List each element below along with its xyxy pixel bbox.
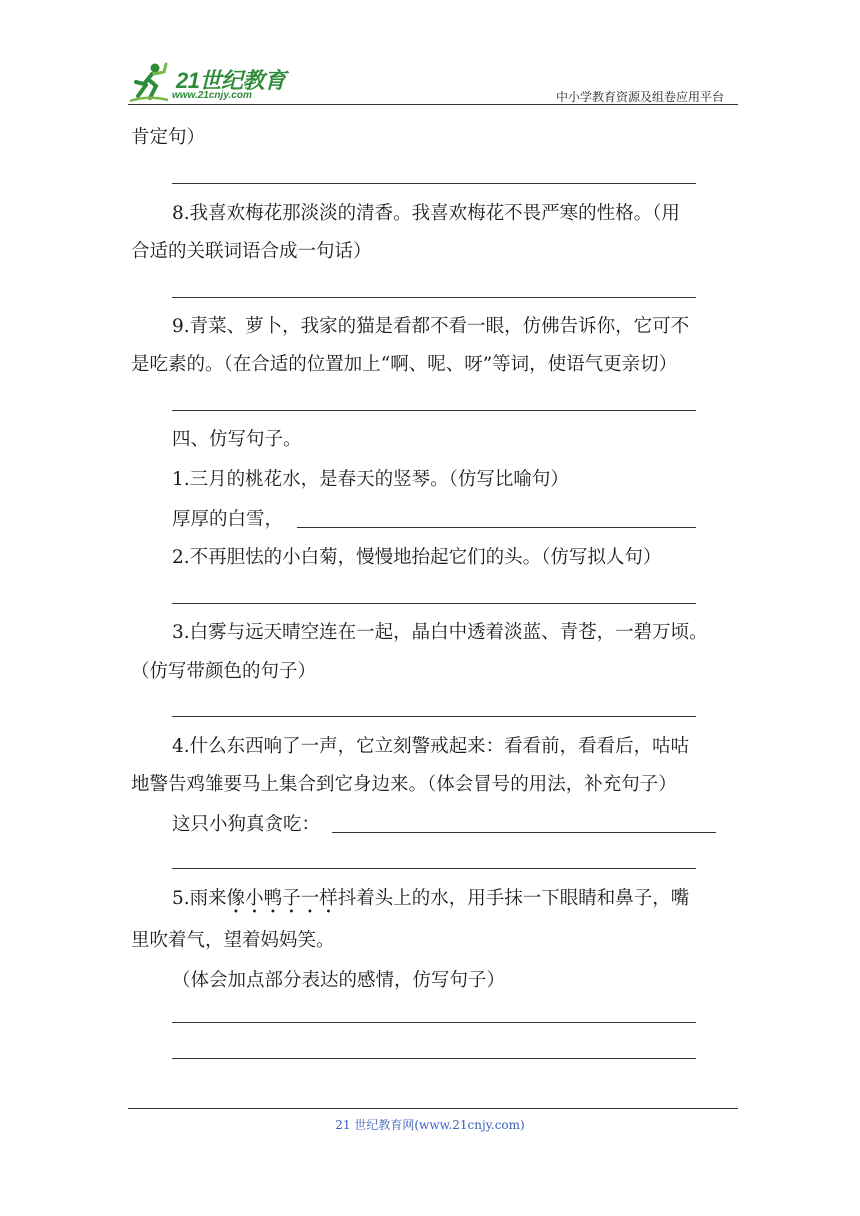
dotted-char: 子: [282, 888, 301, 909]
page-header: [128, 60, 738, 106]
header-divider: [128, 104, 738, 105]
runner-logo-icon: [128, 60, 172, 104]
sentence-5-pre: 5.雨来: [172, 888, 227, 909]
question-8-cont: 合适的关联词语合成一句话）: [131, 241, 372, 262]
question-9-cont: 是吃素的。（在合适的位置加上“啊、呢、呀”等词，使语气更亲切）: [131, 354, 678, 375]
question-8: 8.我喜欢梅花那淡淡的清香。我喜欢梅花不畏严寒的性格。（用: [172, 203, 680, 224]
logo-text: 21世纪教育: [176, 68, 286, 93]
answer-line: [172, 410, 696, 411]
answer-line: [172, 297, 696, 298]
logo-url: www.21cnjy.com: [172, 90, 252, 101]
sentence-1: 1.三月的桃花水，是春天的竖琴。（仿写比喻句）: [172, 469, 569, 490]
sentence-5-post: 抖着头上的水，用手抹一下眼睛和鼻子，嘴: [337, 888, 690, 909]
sentence-3-cont: （仿写带颜色的句子）: [131, 661, 317, 682]
dotted-char: 鸭: [263, 888, 283, 909]
answer-line: [172, 1022, 696, 1023]
dotted-char: 一: [300, 888, 320, 909]
sentence-2: 2.不再胆怯的小白菊，慢慢地抬起它们的头。（仿写拟人句）: [172, 547, 662, 568]
answer-line: [297, 527, 696, 528]
sentence-4-cont: 地警告鸡雏要马上集合到它身边来。（体会冒号的用法，补充句子）: [131, 774, 677, 795]
dotted-char: 像: [226, 888, 246, 909]
sentence-3: 3.白雾与远天晴空连在一起，晶白中透着淡蓝、青苍，一碧万顷。: [172, 622, 708, 643]
answer-line: [332, 832, 716, 833]
question-9: 9.青菜、萝卜，我家的猫是看都不看一眼，仿佛告诉你，它可不: [172, 316, 690, 337]
answer-line: [172, 716, 696, 717]
text-line: 肯定句）: [131, 127, 206, 148]
answer-line: [172, 868, 696, 869]
platform-label: 中小学教育资源及组卷应用平台: [555, 90, 724, 104]
sentence-5-cont: 里吹着气，望着妈妈笑。: [131, 930, 335, 951]
sentence-5: [172, 887, 689, 911]
logo: [128, 60, 298, 104]
footer-divider: [128, 1108, 738, 1109]
answer-line: [172, 603, 696, 604]
sentence-1-prompt: 厚厚的白雪，: [172, 509, 284, 530]
footer-text: 21 世纪教育网(www.21cnjy.com): [335, 1118, 525, 1132]
sentence-4-prompt: 这只小狗真贪吃：: [172, 814, 321, 835]
sentence-5-instruction: （体会加点部分表达的感情，仿写句子）: [172, 970, 506, 991]
section-title: 四、仿写句子。: [172, 429, 302, 450]
dotted-char: 小: [245, 888, 264, 909]
dotted-char: 样: [319, 888, 338, 909]
answer-line: [172, 1058, 696, 1059]
sentence-4: 4.什么东西响了一声，它立刻警戒起来：看看前，看看后，咕咕: [172, 736, 690, 757]
answer-line: [172, 183, 696, 184]
